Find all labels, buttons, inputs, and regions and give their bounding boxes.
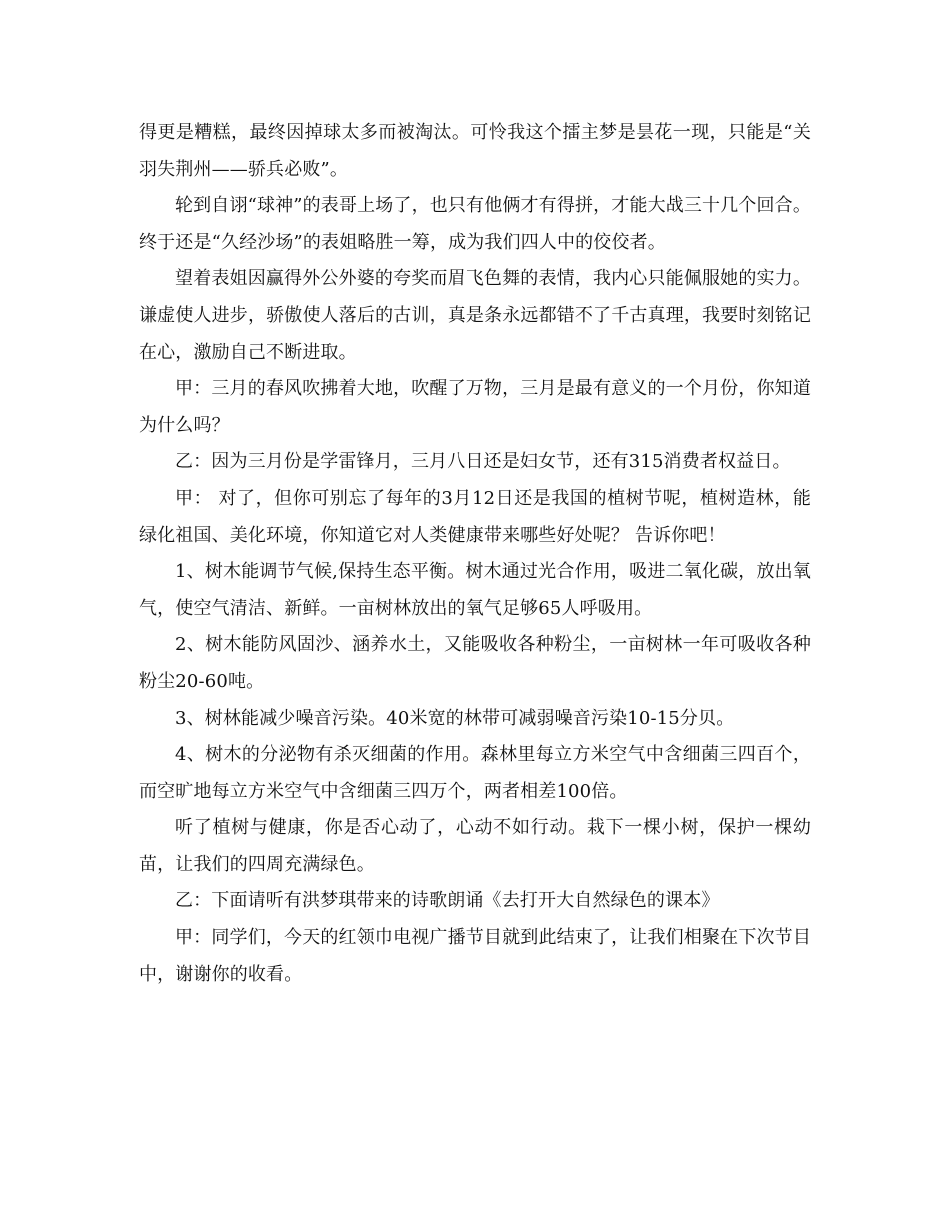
document-body [139, 115, 811, 993]
paragraph-dialogue-yi-1: 乙：因为三月份是学雷锋月，三月八日还是妇女节，还有315消费者权益日。 [175, 451, 791, 473]
paragraph-benefit-4: 4、树木的分泌物有杀灭细菌的作用。森林里每立方米空气中含细菌三四百个，而空旷地每立方米空气中含细菌三四万个，两者相差100倍。 [139, 744, 811, 802]
paragraph-cousin-brother: 轮到自诩“球神”的表哥上场了，也只有他俩才有得拼，才能大战三十几个回合。终于还是“久经沙场”的表姐略胜一筹，成为我们四人中的佼佼者。 [139, 195, 811, 253]
paragraph-benefit-2: 2、树木能防风固沙、涵养水土，又能吸收各种粉尘，一亩树林一年可吸收各种粉尘20-60吨。 [139, 634, 811, 692]
paragraph-benefit-1: 1、树木能调节气候,保持生态平衡。树木通过光合作用，吸进二氧化碳，放出氧气，使空气清洁、新鲜。一亩树林放出的氧气足够65人呼吸用。 [139, 561, 811, 619]
paragraph-dialogue-jia-1: 甲：三月的春风吹拂着大地，吹醒了万物，三月是最有意义的一个月份，你知道为什么吗？ [139, 378, 811, 436]
paragraph-dialogue-yi-2: 乙：下面请听有洪梦琪带来的诗歌朗诵《去打开大自然绿色的课本》 [175, 890, 720, 912]
paragraph-continuation: 得更是糟糕，最终因掉球太多而被淘汰。可怜我这个擂主梦是昙花一现，只能是“关羽失荆州——骄兵必败”。 [139, 122, 811, 180]
paragraph-closing: 甲：同学们，今天的红领巾电视广播节目就到此结束了，让我们相聚在下次节目中，谢谢你的收看。 [139, 927, 811, 985]
paragraph-benefit-3: 3、树林能减少噪音污染。40米宽的林带可减弱噪音污染10-15分贝。 [175, 707, 735, 729]
paragraph-call-to-action: 听了植树与健康，你是否心动了，心动不如行动。栽下一棵小树，保护一棵幼苗，让我们的四周充满绿色。 [139, 817, 811, 875]
paragraph-dialogue-jia-2: 甲： 对了，但你可别忘了每年的3月12日还是我国的植树节呢，植树造林，能绿化祖国、美化环境，你知道它对人类健康带来哪些好处呢？ 告诉你吧！ [139, 487, 811, 546]
paragraph-reflection: 望着表姐因赢得外公外婆的夸奖而眉飞色舞的表情，我内心只能佩服她的实力。谦虚使人进步，骄傲使人落后的古训，真是条永远都错不了千古真理，我要时刻铭记在心，激励自己不断进取。 [139, 268, 811, 363]
